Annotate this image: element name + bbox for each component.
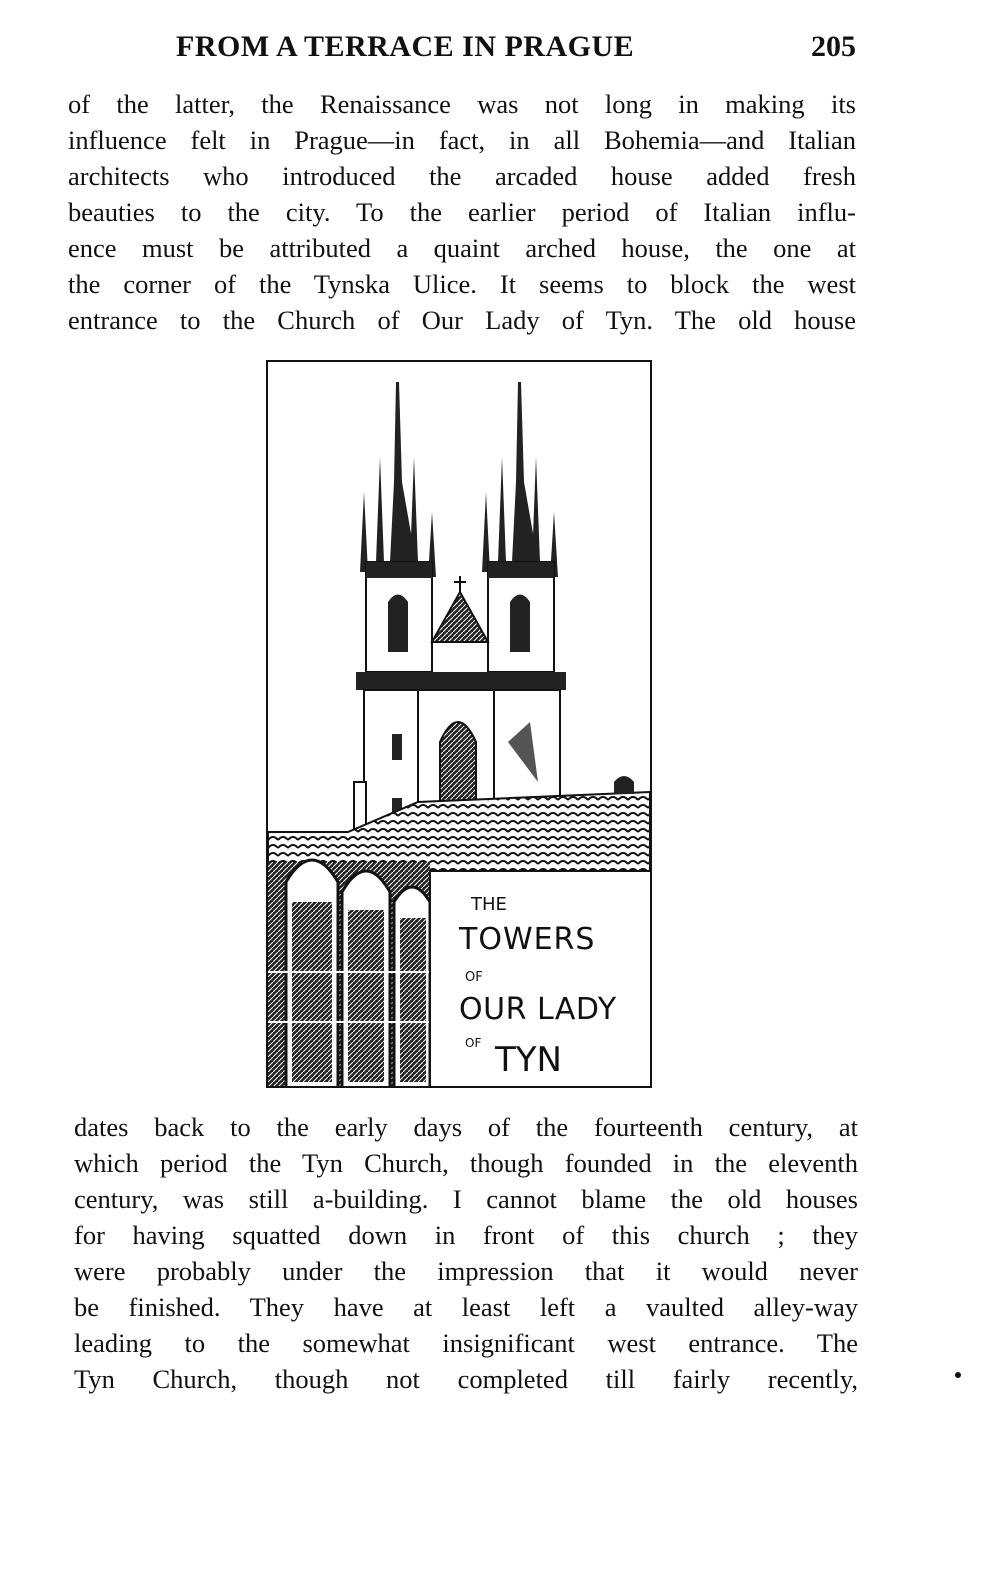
illustration-towers-of-tyn: [266, 360, 652, 1088]
text-line: be finished. They have at least left a vaulted alley-way: [74, 1292, 858, 1322]
text-line: dates back to the early days of the fourteenth century, at: [74, 1112, 858, 1142]
caption-line-of: OF: [465, 970, 483, 985]
page-number: 205: [811, 30, 856, 63]
text-line: architects who introduced the arcaded house added fresh: [68, 161, 856, 191]
text-line: century, was still a-building. I cannot blame the old houses: [74, 1184, 858, 1214]
ink-speck: [955, 1372, 961, 1378]
paragraph-bottom: [74, 1109, 858, 1397]
running-title: FROM A TERRACE IN PRAGUE: [176, 30, 635, 63]
text-line: for having squatted down in front of this church ; they: [74, 1220, 858, 1250]
illustration-caption: [429, 870, 652, 1088]
text-line: beauties to the city. To the earlier period of Italian influ-: [68, 197, 856, 227]
text-line: leading to the somewhat insignificant west entrance. The: [74, 1328, 858, 1358]
caption-line-the: THE: [471, 894, 507, 915]
caption-line-of-2: OF: [465, 1036, 482, 1050]
text-line: Tyn Church, though not completed till fairly recently,: [74, 1364, 858, 1394]
caption-line-tyn: TYN: [495, 1040, 562, 1080]
text-line: which period the Tyn Church, though founded in the eleventh: [74, 1148, 858, 1178]
text-line: influence felt in Prague—in fact, in all Bohemia—and Italian: [68, 125, 856, 155]
caption-line-our-lady: OUR LADY: [459, 992, 617, 1027]
paragraph-top: [68, 86, 856, 338]
page-header: [68, 30, 856, 70]
text-line: ence must be attributed a quaint arched house, the one at: [68, 233, 856, 263]
text-line: of the latter, the Renaissance was not long in making its: [68, 89, 856, 119]
text-line: were probably under the impression that it would never: [74, 1256, 858, 1286]
caption-line-towers: TOWERS: [459, 922, 596, 957]
text-line: entrance to the Church of Our Lady of Tyn. The old house: [68, 305, 856, 335]
text-line: the corner of the Tynska Ulice. It seems to block the west: [68, 269, 856, 299]
